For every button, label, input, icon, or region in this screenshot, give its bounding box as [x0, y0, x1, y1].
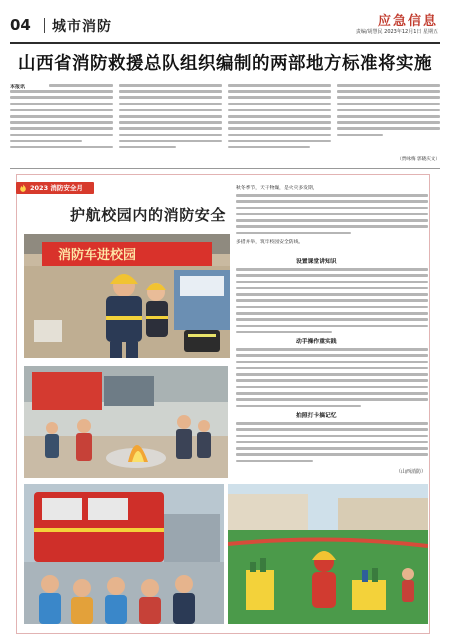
article-column-3 [228, 84, 331, 166]
fire-icon [19, 184, 27, 192]
feature-intro [236, 186, 428, 252]
feature-title: 护航校园内的消防安全 [70, 206, 227, 224]
brand-name: 应急信息 [377, 14, 438, 29]
subheading-3: 拍照打卡搞记忆 [296, 413, 337, 419]
header-divider [44, 18, 45, 33]
photo-extinguisher-demo [24, 366, 228, 478]
header-rule [10, 42, 440, 44]
banner-text: 消防车进校园 [58, 248, 137, 263]
issue-meta: 责编/胡慧民 2023年12月1日 星期五 [355, 29, 438, 35]
feature-text-column [236, 256, 428, 478]
feature-label [16, 182, 94, 194]
section-1-body [236, 268, 428, 337]
section-2-body [236, 348, 428, 411]
subheading-2: 动手操作重实践 [296, 339, 337, 345]
article-column-1 [10, 84, 113, 166]
article-signoff: （贾咏梅 郭晓庆文） [397, 157, 440, 162]
photo-schoolyard-mascot [228, 484, 428, 624]
article-column-4 [337, 84, 440, 166]
intro-line-2: 多措并举，筑牢校园安全防线。 [236, 240, 304, 245]
article-byline: 本报讯 [10, 84, 26, 90]
headline: 山西省消防救援总队组织编制的两部地方标准将实施 [18, 54, 432, 74]
intro-line-1: 秋冬季节，天干物燥，是火灾多发期， [236, 186, 318, 191]
photo-firefighter-child [24, 234, 230, 358]
section-title: 城市消防 [52, 19, 112, 35]
article-body [10, 84, 440, 166]
section-rule [10, 168, 440, 169]
page-header [10, 8, 440, 42]
article-column-2 [119, 84, 222, 166]
page-number: 04 [10, 16, 31, 34]
feature-signoff: （山西消防） [395, 469, 426, 475]
section-3-body [236, 422, 428, 466]
feature-label-text: 2023 消防安全月 [30, 184, 83, 192]
subheading-1: 设置课堂讲知识 [296, 259, 337, 265]
photo-fire-truck [24, 484, 224, 624]
